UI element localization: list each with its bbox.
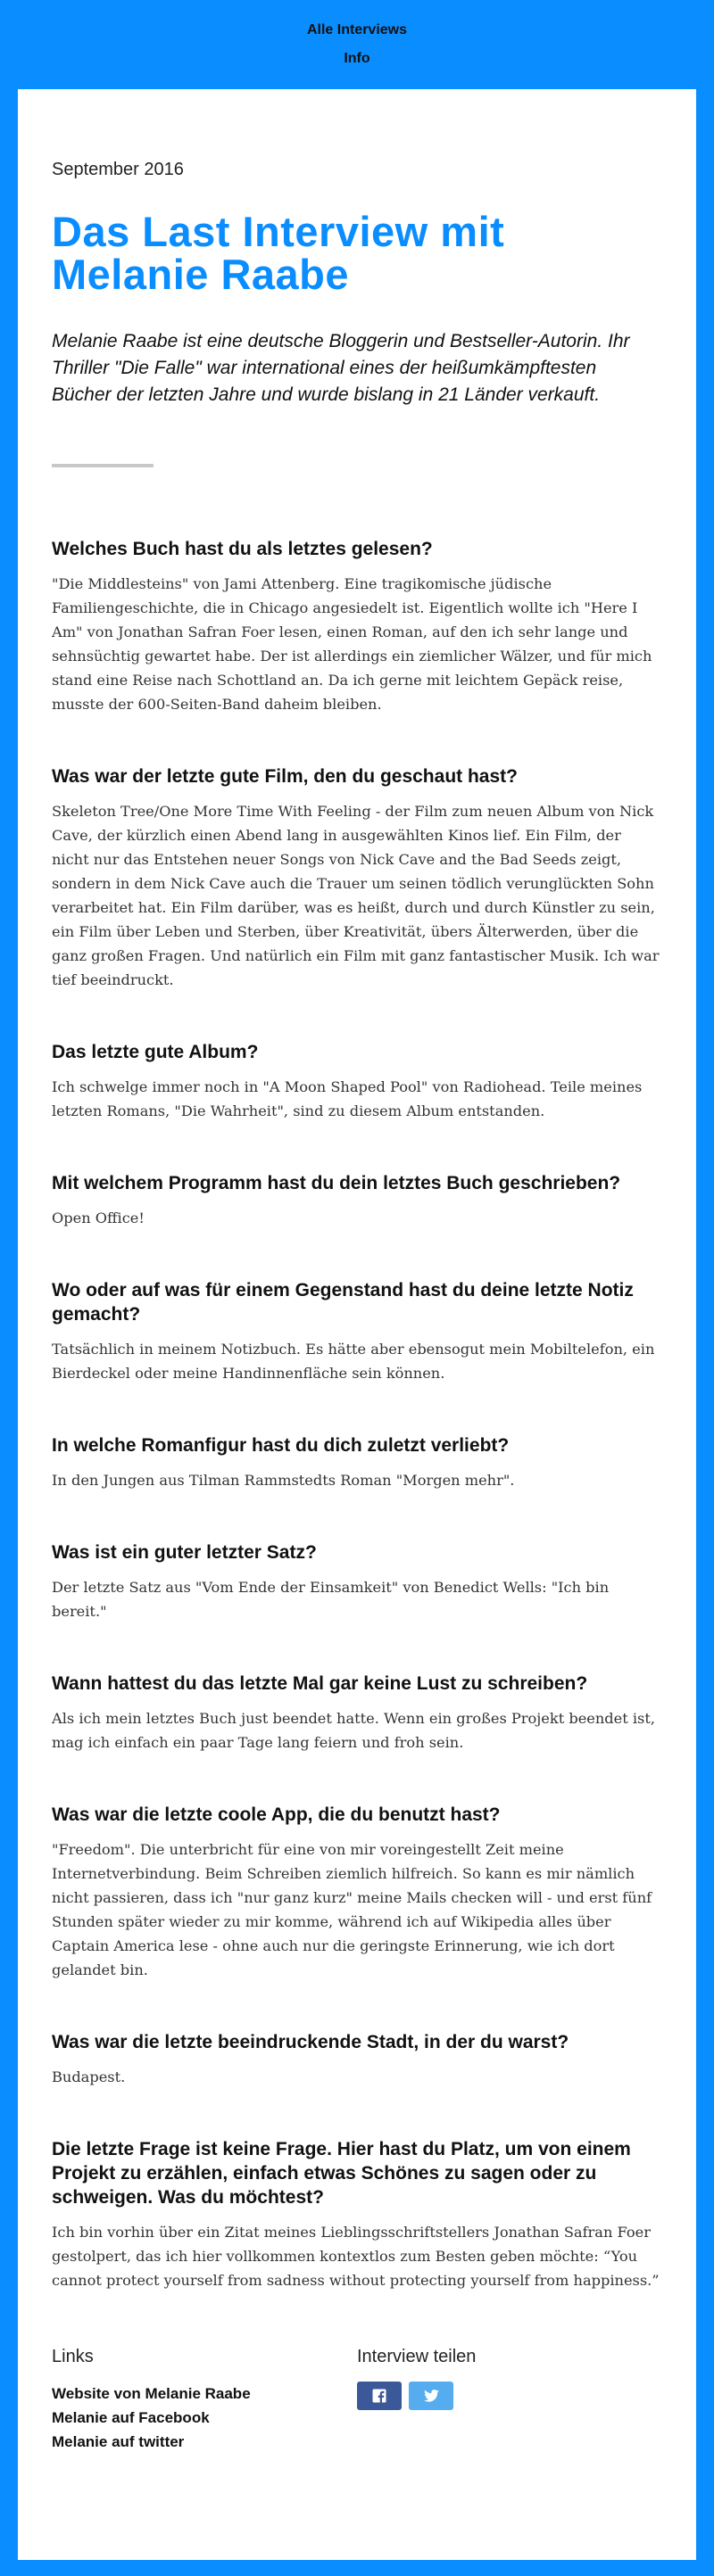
qa-item: [52, 1540, 662, 1623]
answer: In den Jungen aus Tilman Rammstedts Roman "Morgen mehr".: [52, 1472, 515, 1489]
question: Was ist ein guter letzter Satz?: [52, 1542, 317, 1563]
answer: Skeleton Tree/One More Time With Feeling - der Film zum neuen Album von Nick Cave, der kürzlich einen Abend lang in ausgewählten Kinos lief. Ein Film, der nicht nur das Entstehen neuer Songs von Nick Cave and the Bad Seeds zeigt, sondern in dem Nick Cave auch die Trauer um seinen tödlich verunglückten Sohn verarbeitet hat. Ein Film darüber, was es heißt, durch und durch Künstler zu sein, ein Film über Leben und Sterben, über Kreativität, übers Älterwerden, über die ganz großen Fragen. Und natürlich ein Film mit ganz fantastischer Musik. Ich war tief beeindruckt.: [52, 803, 660, 988]
qa-item: [52, 1171, 662, 1230]
answer: Open Office!: [52, 1210, 145, 1226]
link-website[interactable]: Website von Melanie Raabe: [52, 2385, 251, 2402]
question: Die letzte Frage ist keine Frage. Hier hast du Platz, um von einem Projekt zu erzählen, einfach etwas Schönes zu sagen oder zu schweigen. Was du möchtest?: [52, 2139, 631, 2208]
qa-item: [52, 2030, 662, 2089]
question: Was war der letzte gute Film, den du geschaut hast?: [52, 766, 518, 787]
question: Was war die letzte beeindruckende Stadt, in der du warst?: [52, 2032, 569, 2052]
share-facebook-button[interactable]: [357, 2382, 402, 2410]
qa-item: [52, 537, 662, 716]
share-buttons: [357, 2382, 662, 2410]
answer: Tatsächlich in meinem Notizbuch. Es hätte aber ebensogut mein Mobiltelefon, ein Bierdeckel oder meine Handinnenfläche sein können.: [52, 1341, 655, 1382]
nav-link-alle-interviews[interactable]: Alle Interviews: [306, 22, 408, 37]
qa-item: [52, 2137, 662, 2292]
qa-item: [52, 1672, 662, 1754]
divider: [52, 464, 154, 467]
share-twitter-button[interactable]: [409, 2382, 453, 2410]
answer: Als ich mein letztes Buch just beendet hatte. Wenn ein großes Projekt beendet ist, mag ich einfach ein paar Tage lang feiern und froh sein.: [52, 1710, 656, 1751]
qa-item: [52, 764, 662, 992]
links-column: [52, 2346, 357, 2454]
facebook-icon: [372, 2389, 386, 2403]
qa-item: [52, 1278, 662, 1385]
nav-link-info[interactable]: Info: [344, 51, 370, 66]
article-card: [18, 89, 696, 2560]
question: Mit welchem Programm hast du dein letztes Buch geschrieben?: [52, 1173, 621, 1193]
qa-item: [52, 1040, 662, 1123]
question: In welche Romanfigur hast du dich zuletzt verliebt?: [52, 1435, 510, 1456]
answer: Ich schwelge immer noch in "A Moon Shaped Pool" von Radiohead. Teile meines letzten Romans, "Die Wahrheit", sind zu diesem Album entstanden.: [52, 1078, 643, 1119]
qa-item: [52, 1433, 662, 1492]
question: Welches Buch hast du als letztes gelesen?: [52, 539, 433, 559]
links-heading: Links: [52, 2347, 94, 2366]
top-navigation: [0, 0, 714, 89]
question: Wann hattest du das letzte Mal gar keine Lust zu schreiben?: [52, 1673, 588, 1694]
answer: Budapest.: [52, 2068, 126, 2085]
question: Wo oder auf was für einem Gegenstand hast du deine letzte Notiz gemacht?: [52, 1280, 634, 1325]
qa-item: [52, 1803, 662, 1982]
question: Was war die letzte coole App, die du benutzt hast?: [52, 1804, 501, 1825]
link-twitter[interactable]: Melanie auf twitter: [52, 2433, 185, 2450]
link-facebook[interactable]: Melanie auf Facebook: [52, 2409, 210, 2426]
footer-columns: [52, 2346, 662, 2454]
answer: "Die Middlesteins" von Jami Attenberg. Eine tragikomische jüdische Familiengeschichte, die in Chicago angesiedelt ist. Eigentlich wollte ich "Here I Am" von Jonathan Safran Foer lesen, einen Roman, auf den ich sehr lange und sehnsüchtig gewartet habe. Der ist allerdings ein ziemlicher Wälzer, und für mich stand eine Reise nach Schottland an. Da ich gerne mit leichtem Gepäck reise, musste der 600-Seiten-Band daheim bleiben.: [52, 575, 652, 713]
question: Das letzte gute Album?: [52, 1042, 259, 1062]
twitter-icon: [424, 2390, 439, 2402]
answer: Ich bin vorhin über ein Zitat meines Lieblingsschriftstellers Jonathan Safran Foer gestolpert, das ich hier vollkommen kontextlos zum Besten geben möchte: “You cannot protect yourself from sadness without protecting yourself from happiness.”: [52, 2224, 660, 2289]
answer: "Freedom". Die unterbricht für eine von mir voreingestellt Zeit meine Internetverbindung. Beim Schreiben ziemlich hilfreich. So kann es mir nämlich nicht passieren, dass ich "nur ganz kurz" meine Mails checken will - und erst fünf Stunden später wieder zu mir komme, während ich auf Wikipedia alles über Captain America lese - ohne auch nur die geringste Erinnerung, wie ich dort gelandet bin.: [52, 1841, 652, 1978]
article-date: September 2016: [52, 160, 184, 179]
article-title: Das Last Interview mit Melanie Raabe: [52, 208, 505, 298]
share-heading: Interview teilen: [357, 2347, 477, 2366]
answer: Der letzte Satz aus "Vom Ende der Einsamkeit" von Benedict Wells: "Ich bin bereit.": [52, 1579, 610, 1620]
share-column: [357, 2346, 662, 2454]
article-lead: Melanie Raabe ist eine deutsche Bloggerin und Bestseller-Autorin. Ihr Thriller "Die Falle" war international eines der heißumkämpftesten Bücher der letzten Jahre und wurde bislang in 21 Länder verkauft.: [52, 331, 630, 405]
